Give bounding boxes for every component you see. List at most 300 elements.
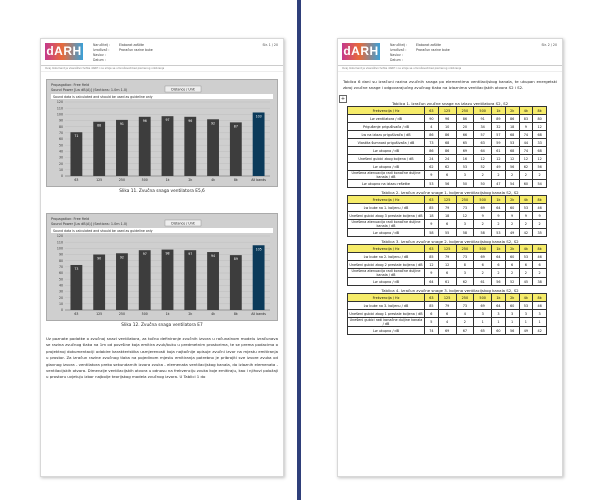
table-row bbox=[348, 253, 547, 261]
x-tick-label: 4k bbox=[211, 178, 215, 182]
row-label: Unešeni gubici zbog 2 prestale koljena / dB bbox=[349, 262, 423, 267]
page-header bbox=[41, 39, 283, 66]
page-header-right bbox=[338, 39, 562, 66]
table-cell: 55 bbox=[438, 229, 456, 237]
table-cell: 62 bbox=[438, 163, 456, 171]
y-tick-label: 50 bbox=[58, 277, 63, 282]
table-cell: 67 bbox=[456, 327, 474, 335]
chart-legend-line: Propagation: Free field bbox=[51, 83, 90, 87]
table-header-row bbox=[348, 196, 547, 204]
table-cell: 2 bbox=[456, 318, 474, 327]
company-logo: dARH bbox=[46, 44, 82, 58]
column-header: 4k bbox=[519, 294, 533, 302]
row-label: Lw ukupno na izlazu rešetke bbox=[348, 180, 425, 188]
bar bbox=[162, 250, 174, 310]
table-cell: 9 bbox=[425, 269, 439, 278]
y-tick-label: 100 bbox=[56, 112, 63, 117]
row-label: Lw ukupno / dB bbox=[348, 147, 425, 155]
table-cell: 90 bbox=[425, 115, 439, 123]
table-cell: 73 bbox=[456, 302, 474, 310]
table-cell: 57 bbox=[474, 131, 492, 139]
x-tick-label: 250 bbox=[118, 178, 125, 182]
table-cell: 46 bbox=[533, 302, 547, 310]
y-tick-label: 30 bbox=[58, 289, 63, 294]
column-header: 125 bbox=[438, 196, 456, 204]
column-header: 250 bbox=[456, 196, 474, 204]
header-disclaimer: Ovaj dokument je vlasništvo tvrtke dARH i ne smije se umnožavati bez pismenog odobrenja bbox=[41, 66, 283, 72]
column-header: 1k bbox=[492, 107, 506, 115]
chart-legend-line: Sound Power [Lw dB(A)] (Sections: 1.0m 1.0) bbox=[51, 88, 128, 92]
table-header-row bbox=[348, 245, 547, 253]
table-caption: Tablica 4. Izračun zvučne snage 3. koljena ventilacijskog kanala S2, S2 bbox=[381, 287, 519, 293]
table-row bbox=[348, 261, 547, 269]
table-cell: 2 bbox=[505, 171, 519, 180]
header-labels-right: Naručitelj : Izrađivač : Naslov : Datum : bbox=[390, 43, 408, 62]
page-number: Str. 1 / 20 bbox=[262, 43, 278, 47]
table-cell: 68 bbox=[438, 139, 456, 147]
table-cell: 56 bbox=[492, 278, 506, 286]
table-row bbox=[348, 229, 547, 237]
table-cell: 53 bbox=[425, 180, 439, 188]
y-tick-label: 0 bbox=[60, 174, 63, 179]
row-label: Unešeni gubici radi konačne duljine kanala / dB bbox=[348, 318, 425, 327]
bar-value-label: 96 bbox=[188, 118, 193, 123]
table-header-row bbox=[348, 107, 547, 115]
column-header: 8k bbox=[533, 107, 547, 115]
table-cell: 16 bbox=[456, 155, 474, 163]
column-header: 250 bbox=[456, 294, 474, 302]
table-cell: 53 bbox=[519, 253, 533, 261]
table-row bbox=[348, 131, 547, 139]
table-cell: 49 bbox=[492, 163, 506, 171]
table-cell: 83 bbox=[519, 115, 533, 123]
bar bbox=[116, 253, 128, 310]
table-cell: 57 bbox=[492, 131, 506, 139]
company-logo-right: dARH bbox=[343, 44, 379, 58]
figure-caption-11: Slika 11. Zvučna snaga ventilatora E5,6 bbox=[119, 189, 205, 194]
column-header: 4k bbox=[519, 107, 533, 115]
y-tick-label: 90 bbox=[58, 252, 63, 257]
table-cell: 46 bbox=[533, 253, 547, 261]
table-cell: 12 bbox=[474, 155, 492, 163]
x-tick-label: 500 bbox=[141, 312, 148, 316]
table-cell: 42 bbox=[533, 327, 547, 335]
table-row bbox=[348, 302, 547, 310]
table-cell: 56 bbox=[505, 327, 519, 335]
table-cell: 49 bbox=[505, 229, 519, 237]
table-cell: 86 bbox=[438, 147, 456, 155]
column-header: 2k bbox=[505, 107, 519, 115]
table-cell: 64 bbox=[492, 204, 506, 212]
table-cell: 6 bbox=[438, 269, 456, 278]
table-cell: 64 bbox=[492, 253, 506, 261]
x-tick-label: All bands bbox=[251, 312, 266, 316]
table-caption: Tablica 1. Izračun zvučne snage na izlazu ventilatora S2, S2 bbox=[391, 100, 509, 106]
tables-container bbox=[338, 99, 562, 335]
table-cell: 1 bbox=[519, 318, 533, 327]
table-cell: 50 bbox=[456, 180, 474, 188]
row-label: Unešena atenuacija radi konačne duljine kanala / dB bbox=[348, 171, 425, 180]
y-tick-label: 40 bbox=[58, 283, 63, 288]
column-header: 500 bbox=[474, 294, 492, 302]
y-tick-label: 100 bbox=[56, 246, 63, 251]
table-cell: 86 bbox=[456, 115, 474, 123]
chart-svg-2 bbox=[47, 214, 277, 320]
table-cell: 18 bbox=[425, 212, 439, 220]
y-tick-label: 90 bbox=[58, 118, 63, 123]
table-cell: 69 bbox=[456, 147, 474, 155]
table-cell: 2 bbox=[533, 171, 547, 180]
table-cell: 20 bbox=[456, 123, 474, 131]
bar-value-label: 94 bbox=[211, 254, 216, 259]
row-label: Lw buke na 1. koljenu / dB bbox=[348, 204, 425, 212]
bar bbox=[93, 255, 105, 311]
column-header: 125 bbox=[438, 107, 456, 115]
table-cell: 2 bbox=[533, 269, 547, 278]
table-cell: 4 bbox=[456, 310, 474, 318]
table-cell: 18 bbox=[438, 212, 456, 220]
column-header: 1k bbox=[492, 245, 506, 253]
table-cell: 4 bbox=[438, 318, 456, 327]
table-cell: 62 bbox=[456, 278, 474, 286]
table-cell: 54 bbox=[505, 180, 519, 188]
table-cell: 64 bbox=[474, 147, 492, 155]
column-header: Frekvencija / Hz bbox=[348, 107, 425, 115]
column-header: 2k bbox=[505, 245, 519, 253]
bar bbox=[116, 120, 128, 176]
column-header: 4k bbox=[519, 196, 533, 204]
row-label: Lw buke na 3. koljenu / dB bbox=[348, 302, 425, 310]
table-cell: 47 bbox=[492, 180, 506, 188]
bar bbox=[162, 116, 174, 176]
table-cell: 50 bbox=[474, 180, 492, 188]
distance-unit-button-label: Distance / Unit bbox=[171, 221, 195, 226]
bar-value-label: 91 bbox=[119, 121, 124, 126]
x-tick-label: 125 bbox=[96, 178, 103, 182]
table-cell: 68 bbox=[505, 131, 519, 139]
row-label: Unešeni gubici zbog koljena / dB bbox=[348, 155, 425, 163]
row-label: Lw na izlazu prigušivača / dB bbox=[348, 131, 425, 139]
column-header: 8k bbox=[533, 294, 547, 302]
row-label: Vlastita šumnost prigušivača / dB bbox=[348, 139, 425, 147]
table-cell: 6 bbox=[438, 310, 456, 318]
y-tick-label: 110 bbox=[56, 106, 63, 111]
bar bbox=[139, 117, 151, 176]
y-tick-label: 20 bbox=[58, 295, 63, 300]
table-move-handle-icon[interactable]: + bbox=[340, 96, 346, 102]
table-cell: 73 bbox=[456, 204, 474, 212]
bar bbox=[93, 122, 105, 176]
table-cell: 89 bbox=[492, 115, 506, 123]
table-cell: 79 bbox=[438, 302, 456, 310]
row-label: Lw ukupno / dB bbox=[348, 278, 425, 286]
table-cell: 12 bbox=[505, 155, 519, 163]
table-cell: 53 bbox=[492, 229, 506, 237]
table-cell: 6 bbox=[519, 261, 533, 269]
table-cell: 52 bbox=[505, 278, 519, 286]
table-cell: 6 bbox=[438, 171, 456, 180]
table-cell: 3 bbox=[456, 269, 474, 278]
table-cell: 12 bbox=[438, 261, 456, 269]
y-tick-label: 20 bbox=[58, 161, 63, 166]
table-cell: 74 bbox=[519, 131, 533, 139]
bar-value-label: 73 bbox=[74, 266, 79, 271]
bar bbox=[184, 250, 196, 310]
table-cell: 46 bbox=[533, 204, 547, 212]
table-cell: 73 bbox=[456, 253, 474, 261]
chart-svg-1 bbox=[47, 80, 277, 186]
table-cell: 9 bbox=[533, 212, 547, 220]
table-cell: 64 bbox=[492, 302, 506, 310]
table-cell: 63 bbox=[474, 139, 492, 147]
table-cell: 85 bbox=[425, 302, 439, 310]
table-cell: 49 bbox=[519, 327, 533, 335]
table-cell: 2 bbox=[519, 269, 533, 278]
table-cell: 60 bbox=[519, 180, 533, 188]
bar bbox=[253, 245, 265, 310]
table-cell: 2 bbox=[519, 171, 533, 180]
y-tick-label: 70 bbox=[58, 131, 63, 136]
table-cell: 2 bbox=[492, 220, 506, 229]
column-header: 8k bbox=[533, 245, 547, 253]
table-cell: 9 bbox=[505, 212, 519, 220]
table-cell: 58 bbox=[425, 229, 439, 237]
table-cell: 6 bbox=[505, 261, 519, 269]
table-cell: 60 bbox=[505, 253, 519, 261]
table-cell: 2 bbox=[519, 220, 533, 229]
table-row bbox=[348, 155, 547, 163]
table-cell: 24 bbox=[438, 155, 456, 163]
table-cell: 3 bbox=[533, 310, 547, 318]
header-labels: Naručitelj : Izrađivač : Naslov : Datum : bbox=[93, 43, 111, 62]
column-header: 2k bbox=[505, 294, 519, 302]
x-tick-label: 125 bbox=[96, 312, 103, 316]
table-cell: 65 bbox=[456, 139, 474, 147]
table-cell: 62 bbox=[425, 163, 439, 171]
x-tick-label: 500 bbox=[141, 178, 148, 182]
bar bbox=[230, 255, 242, 310]
bar bbox=[253, 112, 265, 176]
sound-power-chart-1 bbox=[46, 79, 278, 187]
table-cell: 69 bbox=[474, 302, 492, 310]
table-row bbox=[348, 327, 547, 335]
table-cell: 68 bbox=[533, 147, 547, 155]
document-page-left bbox=[40, 38, 284, 477]
chart-note: Sound data is calculated and should be used as guideline only bbox=[53, 94, 153, 99]
table-row bbox=[348, 204, 547, 212]
table-cell: 9 bbox=[425, 171, 439, 180]
table-cell: 96 bbox=[438, 115, 456, 123]
data-table bbox=[347, 195, 547, 237]
bar-value-label: 96 bbox=[142, 118, 147, 123]
bar bbox=[230, 122, 242, 176]
table-cell: 62 bbox=[519, 163, 533, 171]
table-cell: 60 bbox=[492, 327, 506, 335]
x-tick-label: 4k bbox=[211, 312, 215, 316]
row-label: Unešeni gubici zbog 3 prestale koljena / dB bbox=[349, 213, 423, 218]
table-cell: 2 bbox=[474, 171, 492, 180]
table-row bbox=[348, 212, 547, 220]
column-header: Frekvencija / Hz bbox=[348, 196, 425, 204]
table-cell: 3 bbox=[456, 220, 474, 229]
data-table bbox=[347, 106, 547, 188]
table-cell: 65 bbox=[474, 327, 492, 335]
header-values: Elaborat zaštite Proračun razine buke bbox=[119, 43, 153, 52]
window-divider bbox=[297, 0, 301, 500]
table-cell: 2 bbox=[492, 171, 506, 180]
y-tick-label: 80 bbox=[58, 258, 63, 263]
column-header: 500 bbox=[474, 245, 492, 253]
table-cell: 2 bbox=[492, 269, 506, 278]
table-cell: 6 bbox=[438, 220, 456, 229]
column-header: Frekvencija / Hz bbox=[348, 245, 425, 253]
bar bbox=[139, 250, 151, 310]
table-cell: 42 bbox=[519, 229, 533, 237]
table-cell: 44 bbox=[519, 139, 533, 147]
bar bbox=[207, 119, 219, 176]
distance-unit-button-label: Distance / Unit bbox=[171, 87, 195, 92]
table-cell: 3 bbox=[474, 310, 492, 318]
table-cell: 59 bbox=[492, 139, 506, 147]
column-header: 63 bbox=[425, 107, 439, 115]
table-cell: 33 bbox=[533, 139, 547, 147]
column-header: 500 bbox=[474, 107, 492, 115]
table-cell: 56 bbox=[438, 180, 456, 188]
table-cell: 9 bbox=[474, 212, 492, 220]
table-row bbox=[348, 147, 547, 155]
column-header: 63 bbox=[425, 245, 439, 253]
bar bbox=[207, 252, 219, 310]
y-tick-label: 0 bbox=[60, 308, 63, 313]
table-cell: 6 bbox=[492, 261, 506, 269]
table-cell: 86 bbox=[425, 147, 439, 155]
table-cell: 68 bbox=[505, 147, 519, 155]
table-cell: 3 bbox=[456, 171, 474, 180]
table-cell: 79 bbox=[438, 253, 456, 261]
y-tick-label: 10 bbox=[58, 302, 63, 307]
table-cell: 53 bbox=[505, 139, 519, 147]
table-cell: 60 bbox=[505, 302, 519, 310]
figure-caption-12: Slika 12. Zvučna snaga ventilatora E7 bbox=[121, 323, 203, 328]
x-tick-label: All bands bbox=[251, 178, 266, 182]
row-label: Lw ventilatora / dB bbox=[348, 115, 425, 123]
sound-power-chart-2 bbox=[46, 213, 278, 321]
y-tick-label: 120 bbox=[56, 234, 63, 239]
table-cell: 2 bbox=[474, 269, 492, 278]
x-tick-label: 1k bbox=[165, 178, 170, 182]
column-header: 63 bbox=[425, 196, 439, 204]
bar bbox=[184, 117, 196, 176]
table-caption: Tablica 3. Izračun zvučne snage 2. koljena ventilacijskog kanala S2, S2 bbox=[381, 238, 519, 244]
bar-value-label: 105 bbox=[255, 247, 262, 252]
header-disclaimer-right: Ovaj dokument je vlasništvo tvrtke dARH i ne smije se umnožavati bez pismenog odobrenja bbox=[338, 66, 562, 72]
table-cell: 58 bbox=[456, 229, 474, 237]
table-cell: 12 bbox=[519, 155, 533, 163]
table-row bbox=[348, 220, 547, 229]
table-cell: 12 bbox=[456, 212, 474, 220]
row-label: Unešena atenuacija radi konačne duljine kanala / dB bbox=[348, 269, 425, 278]
table-cell: 3 bbox=[505, 310, 519, 318]
table-cell: 12 bbox=[425, 261, 439, 269]
data-table bbox=[347, 293, 547, 335]
bar bbox=[70, 132, 82, 176]
column-header: 4k bbox=[519, 245, 533, 253]
bar-value-label: 71 bbox=[74, 134, 79, 139]
row-label: Lw buke na 2. koljenu / dB bbox=[348, 253, 425, 261]
row-label: Lw ukupno / dB bbox=[348, 163, 425, 171]
header-values-right: Elaborat zaštite Proračun razine buke bbox=[416, 43, 450, 52]
table-cell: 91 bbox=[474, 115, 492, 123]
table-row bbox=[348, 180, 547, 188]
x-tick-label: 8k bbox=[233, 312, 238, 316]
y-tick-label: 10 bbox=[58, 168, 63, 173]
x-tick-label: 63 bbox=[74, 178, 79, 182]
chart-note: Sound data is calculated and should be used as guideline only bbox=[53, 228, 153, 233]
y-tick-label: 120 bbox=[56, 100, 63, 105]
table-row bbox=[348, 171, 547, 180]
table-cell: 79 bbox=[438, 204, 456, 212]
table-row bbox=[348, 318, 547, 327]
table-cell: 24 bbox=[425, 155, 439, 163]
column-header: 250 bbox=[456, 107, 474, 115]
table-cell: 35 bbox=[533, 229, 547, 237]
table-cell: 1 bbox=[533, 318, 547, 327]
table-cell: 18 bbox=[505, 123, 519, 131]
bar-value-label: 97 bbox=[188, 252, 193, 257]
table-cell: 1 bbox=[492, 318, 506, 327]
table-cell: 69 bbox=[474, 253, 492, 261]
table-header-row bbox=[348, 294, 547, 302]
x-tick-label: 1k bbox=[165, 312, 170, 316]
row-label: Lw ukupno / dB bbox=[348, 327, 425, 335]
table-cell: 1 bbox=[474, 318, 492, 327]
bar-value-label: 90 bbox=[97, 256, 102, 261]
table-cell: 6 bbox=[425, 310, 439, 318]
bar-value-label: 97 bbox=[142, 252, 147, 257]
table-cell: 2 bbox=[505, 269, 519, 278]
table-cell: 56 bbox=[533, 163, 547, 171]
table-row bbox=[348, 269, 547, 278]
body-paragraph: Uz poznate podatke o zvučnoj snazi ventilatora, za točno definiranje zvučnih izvora u računalnom modelu izračunava se razina zvučnog tlaka na 1m od površine koja emitira zvuk/buku u predmetnim prostorima, te se prema podacima o projektnoj dokumentaciji odabire karakteristika usmjerenosti koja najtočnije opisuje zvučni izvor na mjestu emitiranja u prostor. Za izračun razine zvučnog tlaka na pojedinom mjestu emitiranja potrebno je pribrojiti sve izvore zvuka od glavnog izvora - ventilatora preko sekundarnih izvora zvuka - elemenata ventilacijskog kanala, do izlaznih elemenata - ventilacijskih otvora. Dimenzije ventilacijskih otvora u odnosu na frekvenciju zvuka koje emitiraju, kao i njihovi položaji u prostoru uvjetuju izbor najbolje teorijskog modela zvučnog izvora. U Tablici 1 do bbox=[46, 336, 278, 380]
table-cell: 61 bbox=[492, 147, 506, 155]
table-cell: 8 bbox=[456, 261, 474, 269]
table-cell: 5 bbox=[425, 318, 439, 327]
table-cell: 12 bbox=[533, 123, 547, 131]
table-cell: 38 bbox=[533, 278, 547, 286]
table-cell: 69 bbox=[438, 327, 456, 335]
column-header: 125 bbox=[438, 245, 456, 253]
table-cell: 53 bbox=[456, 163, 474, 171]
table-cell: 54 bbox=[533, 180, 547, 188]
column-header: 63 bbox=[425, 294, 439, 302]
column-header: 1k bbox=[492, 294, 506, 302]
table-cell: 2 bbox=[505, 220, 519, 229]
bar-value-label: 87 bbox=[233, 124, 238, 129]
table-cell: 3 bbox=[492, 310, 506, 318]
y-tick-label: 60 bbox=[58, 271, 63, 276]
table-cell: 32 bbox=[492, 123, 506, 131]
table-cell: 9 bbox=[492, 212, 506, 220]
document-page-right bbox=[337, 38, 563, 477]
y-tick-label: 80 bbox=[58, 124, 63, 129]
table-cell: 45 bbox=[519, 278, 533, 286]
table-cell: 69 bbox=[474, 204, 492, 212]
data-table bbox=[347, 244, 547, 286]
table-cell: 2 bbox=[533, 220, 547, 229]
table-row bbox=[348, 278, 547, 286]
column-header: Frekvencija / Hz bbox=[348, 294, 425, 302]
row-label: Unešena atenuacija radi konačne duljine kanala / dB bbox=[348, 220, 425, 229]
